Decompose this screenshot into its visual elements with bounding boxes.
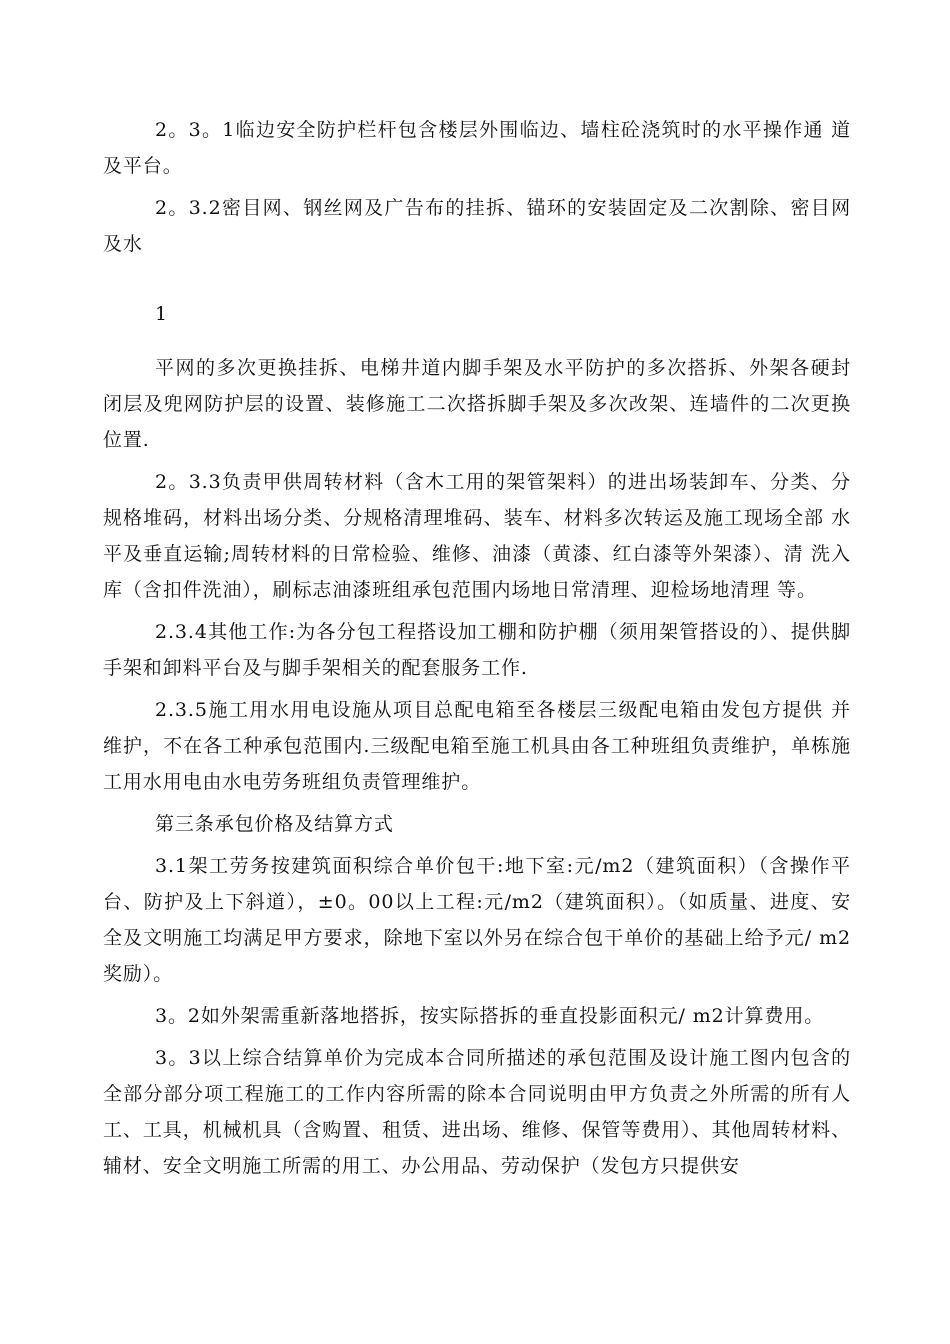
paragraph-2-3-5: 2.3.5施工用水用电设施从项目总配电箱至各楼层三级配电箱由发包方提供 并维护，不在各工种承包范围内.三级配电箱至施工机具由各工种班组负责维护，单栋施工用水用电由水电劳务班组负责管理维护。 (103, 699, 851, 793)
page-number: 1 (155, 303, 168, 325)
paragraph-3-3: 3。3以上综合结算单价为完成本合同所描述的承包范围及设计施工图内包含的全部分部分项工程施工的工作内容所需的除本合同说明由甲方负责之外所需的所有人工、工具，机械机具（含购置、租赁、进出场、维修、保管等费用）、其他周转材料、辅材、安全文明施工所需的用工、办公用品、劳动保护（发包方只提供安 (103, 1047, 851, 1177)
paragraph-2-3-2: 2。3.2密目网、钢丝网及广告布的挂拆、锚环的安装固定及二次割除、密目网及水 (103, 197, 851, 255)
paragraph-2-3-3: 2。3.3负责甲供周转材料（含木工用的架管架料）的进出场装卸车、分类、分 规格堆码，材料出场分类、分规格清理堆码、装车、材料多次转运及施工现场全部 水平及垂直运输;周转材料的日常检验、维修、油漆（黄漆、红白漆等外架漆）、清 洗入库（含扣件洗油），刷标志油漆班组承包范围内场地日常清理、迎检场地清理 等。 (103, 471, 851, 601)
document-body (103, 112, 851, 1190)
paragraph-3-1: 3.1架工劳务按建筑面积综合单价包干:地下室:元/m2（建筑面积）（含操作平台、防护及上下斜道），±0。00以上工程:元/m2（建筑面积）。（如质量、进度、安全及文明施工均满足甲方要求，除地下室以外另在综合包干单价的基础上给予元/ m2奖励）。 (103, 855, 851, 985)
paragraph-3-2: 3。2如外架需重新落地搭拆，按实际搭拆的垂直投影面积元/ m2计算费用。 (155, 1005, 825, 1027)
paragraph-2-3-4: 2.3.4其他工作:为各分包工程搭设加工棚和防护棚（须用架管搭设的）、提供脚手架和卸料平台及与脚手架相关的配套服务工作. (103, 621, 851, 679)
section-title: 第三条承包价格及结算方式 (155, 813, 394, 835)
paragraph-continued: 平网的多次更换挂拆、电梯井道内脚手架及水平防护的多次搭拆、外架各硬封闭层及兜网防护层的设置、装修施工二次搭拆脚手架及多次改架、连墙件的二次更换位置. (103, 357, 851, 451)
paragraph-2-3-1: 2。3。1临边安全防护栏杆包含楼层外围临边、墙柱砼浇筑时的水平操作通 道及平台。 (103, 119, 851, 177)
